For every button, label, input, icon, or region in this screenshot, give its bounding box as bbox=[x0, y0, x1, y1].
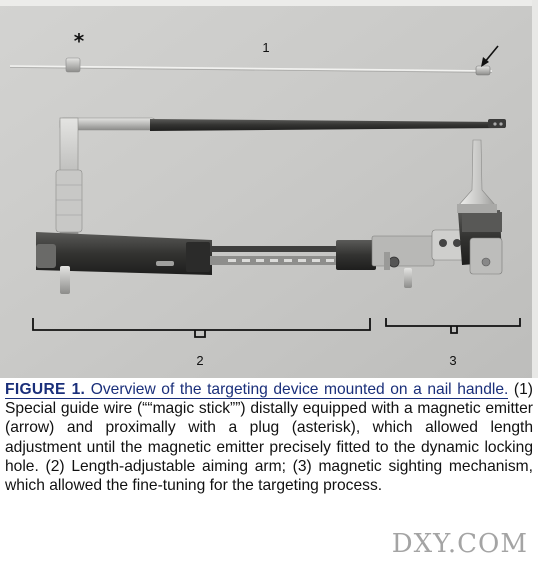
figure-caption bbox=[5, 380, 533, 495]
asterisk-marker: * bbox=[73, 29, 85, 53]
watermark: DXY.COM bbox=[391, 529, 528, 559]
caption-body: (1) Special guide wire (““magic stick””) distally equipped with a magnetic emitter (arrow) and proximally with a plug (asterisk), which allowed length adjustment until the magnetic emitter precisely fitted to the dynamic locking hole. (2) Length-adjustable aiming arm; (3) magnetic sighting mechanism, which allowed the fine-tuning for the targeting process. bbox=[5, 381, 533, 495]
caption-title: Overview of the targeting device mounted on a nail handle. bbox=[90, 381, 509, 398]
label-2: 2 bbox=[196, 353, 204, 368]
guide-wire-plug bbox=[66, 58, 80, 72]
caption-heading bbox=[5, 381, 508, 399]
label-1: 1 bbox=[262, 40, 270, 55]
magnetic-emitter bbox=[476, 66, 490, 75]
figure-label: FIGURE 1. bbox=[5, 381, 86, 398]
label-3: 3 bbox=[449, 353, 457, 368]
